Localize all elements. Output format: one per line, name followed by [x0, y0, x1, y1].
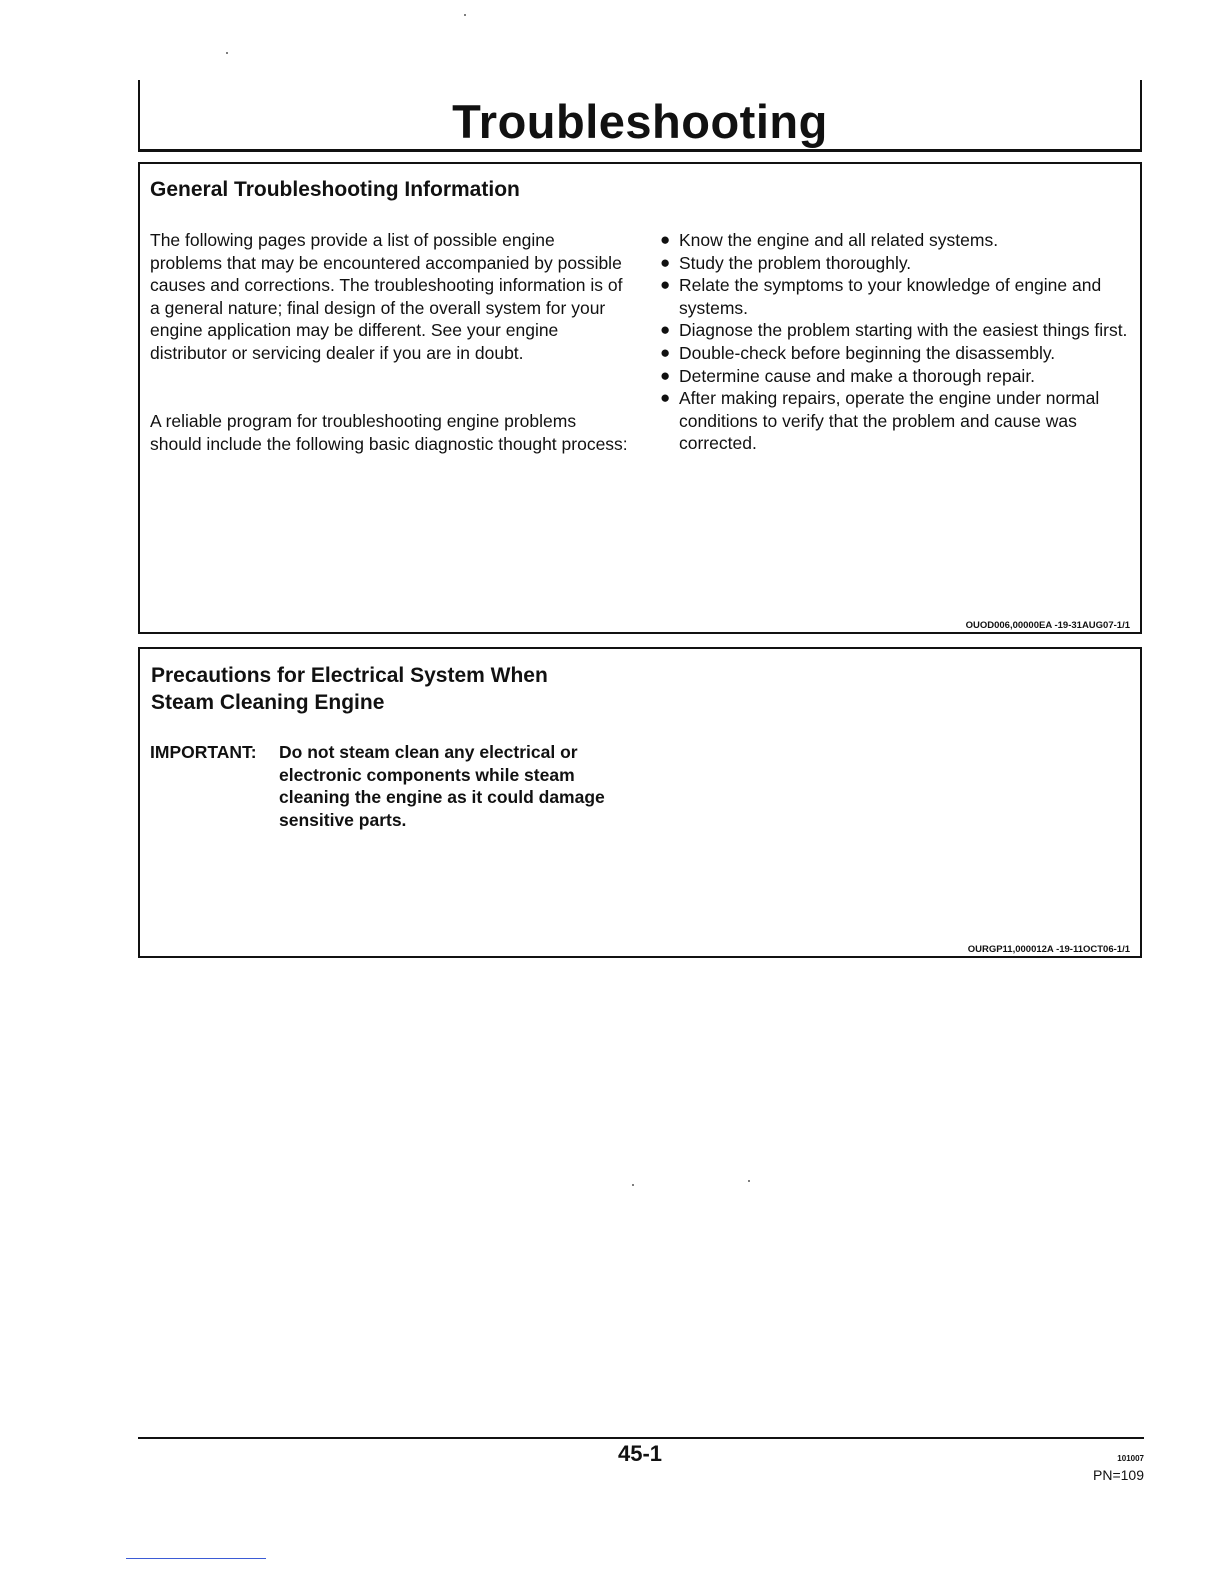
list-item-text: Double-check before beginning the disassembly. — [679, 342, 1056, 363]
footer-rule — [138, 1437, 1144, 1439]
list-item-text: Relate the symptoms to your knowledge of engine and systems. — [679, 275, 1102, 318]
section-title-steam-cleaning-line2: Steam Cleaning Engine — [151, 691, 385, 714]
scan-speck — [748, 1180, 750, 1182]
list-item-text: After making repairs, operate the engine under normal conditions to verify that the problem and cause was corrected. — [679, 388, 1100, 454]
section-title-steam-cleaning-line1: Precautions for Electrical System When — [151, 664, 548, 687]
scan-speck — [464, 14, 466, 16]
list-item — [660, 229, 1130, 252]
footer-code: 101007 — [1117, 1454, 1144, 1463]
important-label: IMPORTANT: — [150, 742, 257, 762]
intro-paragraph: The following pages provide a list of possible engine problems that may be encountered accompanied by possible causes and corrections. The troubleshooting information is of a general nature; final design of the overall system for your engine application may be different. See your engine distributor or servicing dealer if you are in doubt. — [150, 230, 623, 363]
important-notice-text: Do not steam clean any electrical or electronic components while steam cleaning the engine as it could damage sensitive parts. — [279, 742, 605, 830]
bullet-icon: ● — [660, 230, 671, 249]
page-title: Troubleshooting — [452, 95, 828, 148]
scan-underline — [126, 1558, 266, 1559]
footer-pn: PN=109 — [1093, 1467, 1144, 1483]
list-item — [660, 365, 1130, 388]
diagnostic-process-paragraph: A reliable program for troubleshooting engine problems should include the following basic diagnostic thought process: — [150, 411, 628, 454]
list-item-text: Determine cause and make a thorough repair. — [679, 365, 1036, 386]
scan-speck — [632, 1184, 634, 1186]
list-item — [660, 387, 1130, 455]
bullet-icon: ● — [660, 365, 671, 385]
list-item — [660, 274, 1130, 319]
list-item-text: Diagnose the problem starting with the easiest things first. — [679, 320, 1128, 341]
bullet-icon: ● — [660, 388, 671, 408]
scan-speck — [226, 52, 228, 54]
section-title-general-troubleshooting: General Troubleshooting Information — [150, 178, 520, 201]
list-item — [660, 319, 1130, 342]
diagnostic-steps-list — [660, 229, 1130, 455]
bullet-icon: ● — [660, 320, 671, 340]
list-item — [660, 342, 1130, 365]
list-item-text: Study the problem thoroughly. — [679, 252, 912, 273]
section-reference-code: OUOD006,00000EA -19-31AUG07-1/1 — [965, 620, 1130, 631]
bullet-icon: ● — [660, 342, 671, 362]
bullet-icon: ● — [660, 275, 671, 295]
bullet-icon: ● — [660, 252, 671, 272]
list-item — [660, 252, 1130, 275]
list-item-text: Know the engine and all related systems. — [679, 230, 999, 250]
page-number: 45-1 — [617, 1441, 663, 1466]
section-reference-code: OURGP11,000012A -19-11OCT06-1/1 — [967, 944, 1130, 955]
